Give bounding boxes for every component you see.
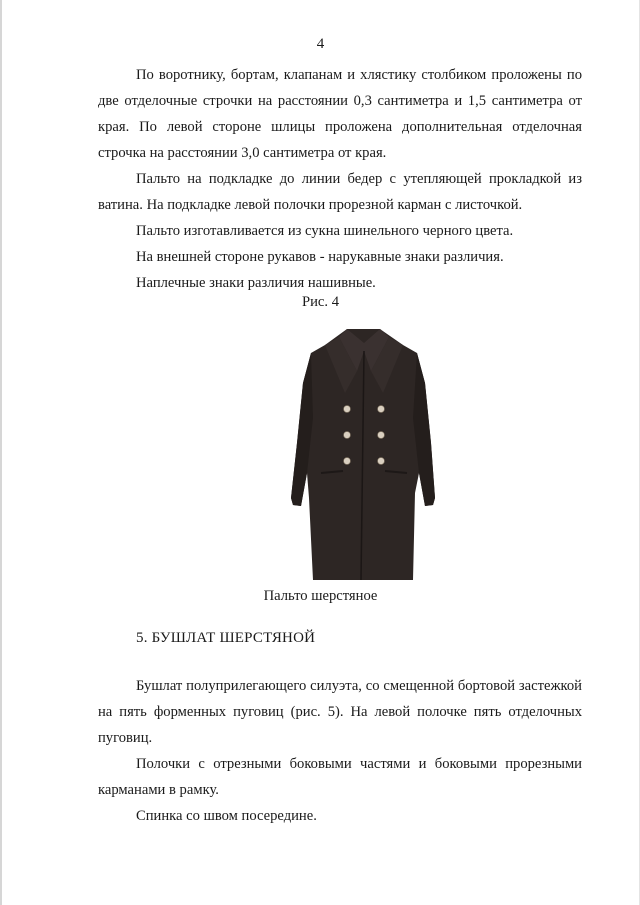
paragraph-shoulder-insignia: Наплечные знаки различия нашивные. [136, 275, 376, 291]
page-number: 4 [316, 36, 325, 52]
figure-caption: Пальто шерстяное [263, 588, 378, 604]
coat-figure [285, 323, 442, 580]
paragraph-fabric: Пальто изготавливается из сукна шинельного черного цвета. [136, 223, 514, 239]
section-heading: 5. БУШЛАТ ШЕРСТЯНОЙ [136, 630, 316, 646]
paragraph-jacket-silhouette-text: Бушлат полуприлегающего силуэта, со смещенной бортовой застежкой на пять форменных пуговиц (рис. 5). На левой полочке пять отделочных пуговиц. [98, 678, 582, 746]
paragraph-lining-text: Пальто на подкладке до линии бедер с утепляющей прокладкой из ватина. На подкладке левой полочки прорезной карман с листочкой. [98, 171, 582, 213]
paragraph-sleeve-insignia: На внешней стороне рукавов - нарукавные знаки различия. [136, 249, 504, 265]
paragraph-stitching [98, 62, 582, 166]
paragraph-lining [98, 166, 582, 218]
paragraph-jacket-silhouette [98, 673, 582, 751]
paragraph-jacket-back: Спинка со швом посередине. [136, 808, 317, 824]
paragraph-stitching-text: По воротнику, бортам, клапанам и хлястику столбиком проложены по две отделочные строчки на расстоянии 0,3 сантиметра и 1,5 сантиметра от края. По левой стороне шлицы проложена дополнительная отделочная строчка на расстоянии 3,0 сантиметра от края. [98, 67, 582, 161]
paragraph-jacket-pockets-text: Полочки с отрезными боковыми частями и боковыми прорезными карманами в рамку. [98, 756, 582, 798]
wool-coat-image [285, 323, 442, 580]
figure-label: Рис. 4 [302, 294, 339, 310]
paragraph-jacket-pockets [98, 751, 582, 803]
